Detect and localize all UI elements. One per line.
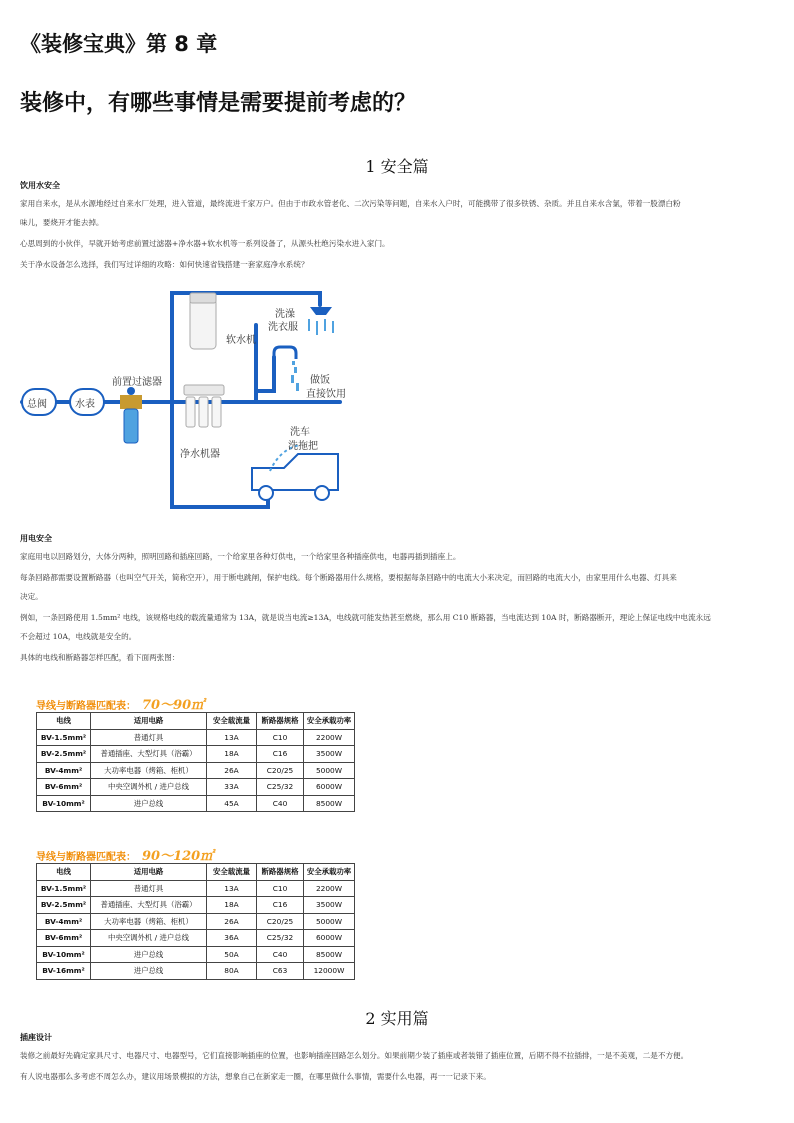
cell: 中央空调外机 / 进户总线 bbox=[91, 779, 207, 796]
table-row bbox=[37, 729, 355, 746]
header-cell: 适用电路 bbox=[91, 864, 207, 881]
wire-breaker-table-2 bbox=[36, 845, 354, 980]
cell: 进户总线 bbox=[91, 946, 207, 963]
socket-design-text bbox=[20, 1046, 776, 1086]
table-title: 导线与断路器匹配表： bbox=[36, 701, 136, 712]
purifier-label: 净水机器 bbox=[180, 449, 220, 460]
table-title: 导线与断路器匹配表： bbox=[36, 852, 136, 863]
paragraph: 家庭用电以回路划分，大体分两种，照明回路和插座回路，一个给家里各种灯供电，一个给家里各种插座供电，电器再插到插座上。 bbox=[20, 552, 461, 561]
paragraph: 关于净水设备怎么选择，我们写过详细的攻略：如何快速省钱搭建一套家庭净水系统？ bbox=[20, 260, 309, 269]
cell: BV-2.5mm² bbox=[37, 897, 91, 914]
cell: 3500W bbox=[304, 897, 355, 914]
cell: C40 bbox=[257, 946, 304, 963]
cell: 5000W bbox=[304, 762, 355, 779]
paragraph: 具体的电线和断路器怎样匹配，看下面两张图： bbox=[20, 653, 180, 662]
cell: BV-16mm² bbox=[37, 963, 91, 980]
softener-icon bbox=[190, 293, 216, 349]
spec-table bbox=[36, 863, 355, 980]
cell: 33A bbox=[207, 779, 257, 796]
faucet-label-2: 直接饮用 bbox=[306, 389, 346, 400]
cell: C40 bbox=[257, 795, 304, 812]
paragraph: 家用自来水，是从水源地经过自来水厂处理，进入管道，最终流进千家万户。但由于市政水管老化、二次污染等问题，自来水入户时，可能携带了很多铁锈、杂质。并且自来水含氯，带着一股漂白粉 bbox=[20, 199, 681, 208]
cell: C63 bbox=[257, 963, 304, 980]
shower-label-2: 洗衣服 bbox=[268, 322, 298, 333]
cell: 5000W bbox=[304, 913, 355, 930]
section-heading-practical: 2 实用篇 bbox=[365, 1009, 429, 1028]
header-cell: 断路器规格 bbox=[257, 713, 304, 730]
paragraph: 味儿，要烧开才能去掉。 bbox=[20, 218, 104, 227]
car-label-2: 洗拖把 bbox=[288, 441, 318, 452]
water-system-diagram bbox=[20, 285, 356, 513]
pre-filter-icon bbox=[120, 387, 142, 443]
table-header-row bbox=[37, 864, 355, 881]
cell: 12000W bbox=[304, 963, 355, 980]
cell: 26A bbox=[207, 762, 257, 779]
cell: 普通插座、大型灯具（浴霸） bbox=[91, 746, 207, 763]
paragraph: 每条回路都需要设置断路器（也叫空气开关，简称空开），用于断电跳闸，保护电线。每个断路器用什么规格，要根据每条回路中的电流大小来决定，而回路的电流大小，由家里用什么电器、灯具来 bbox=[20, 573, 677, 582]
header-cell: 适用电路 bbox=[91, 713, 207, 730]
water-purifier-icon bbox=[184, 385, 224, 427]
table-row bbox=[37, 913, 355, 930]
paragraph: 不会超过 10A，电线就是安全的。 bbox=[20, 632, 137, 641]
spec-table bbox=[36, 712, 355, 812]
table-row bbox=[37, 897, 355, 914]
table-row bbox=[37, 930, 355, 947]
header-cell: 安全载流量 bbox=[207, 713, 257, 730]
main-valve-label: 总阀 bbox=[27, 399, 47, 410]
cell: 进户总线 bbox=[91, 795, 207, 812]
page-question-title: 装修中，有哪些事情是需要提前考虑的？ bbox=[20, 91, 417, 116]
cell: 6000W bbox=[304, 779, 355, 796]
cell: C10 bbox=[257, 880, 304, 897]
cell: 50A bbox=[207, 946, 257, 963]
table-row bbox=[37, 779, 355, 796]
table-area: 90～120㎡ bbox=[142, 849, 214, 864]
cell: 大功率电器（烤箱、柜机） bbox=[91, 913, 207, 930]
water-safety-text bbox=[20, 194, 776, 274]
wire-breaker-table-1 bbox=[36, 694, 354, 812]
header-cell: 断路器规格 bbox=[257, 864, 304, 881]
softener-label: 软水机 bbox=[226, 335, 256, 346]
cell: 3500W bbox=[304, 746, 355, 763]
cell: BV-10mm² bbox=[37, 795, 91, 812]
header-cell: 电线 bbox=[37, 864, 91, 881]
cell: C25/32 bbox=[257, 779, 304, 796]
table-row bbox=[37, 946, 355, 963]
paragraph: 装修之前最好先确定家具尺寸、电器尺寸、电器型号，它们直接影响插座的位置，也影响插座回路怎么划分。如果前期少装了插座或者装错了插座位置，后期不得不拉插排，一是不美观，二是不方便。 bbox=[20, 1051, 689, 1060]
electric-safety-text bbox=[20, 547, 776, 667]
cell: 18A bbox=[207, 746, 257, 763]
faucet-label-1: 做饭 bbox=[310, 375, 330, 386]
paragraph: 例如，一条回路使用 1.5mm² 电线，该规格电线的载流量通常为 13A，就是说当电流≥13A，电线就可能发热甚至燃烧，那么用 C10 断路器，当电流达到 10A 时，断路器断开，理论上保证电线中电流永远 bbox=[20, 613, 711, 622]
paragraph: 心思周到的小伙伴，早就开始考虑前置过滤器+净水器+软水机等一系列设备了，从源头杜绝污染水进入家门。 bbox=[20, 239, 390, 248]
shower-label-1: 洗澡 bbox=[275, 309, 295, 320]
pre-filter-label: 前置过滤器 bbox=[112, 377, 162, 388]
cell: 45A bbox=[207, 795, 257, 812]
cell: 18A bbox=[207, 897, 257, 914]
header-cell: 安全承载功率 bbox=[304, 864, 355, 881]
cell: 13A bbox=[207, 729, 257, 746]
cell: C20/25 bbox=[257, 913, 304, 930]
cell: 普通灯具 bbox=[91, 880, 207, 897]
header-cell: 安全载流量 bbox=[207, 864, 257, 881]
shower-icon bbox=[308, 307, 334, 335]
section-heading-safety: 1 安全篇 bbox=[365, 157, 429, 176]
water-safety-subtitle: 饮用水安全 bbox=[20, 181, 60, 190]
table-row bbox=[37, 795, 355, 812]
cell: 6000W bbox=[304, 930, 355, 947]
cell: C16 bbox=[257, 897, 304, 914]
cell: 普通灯具 bbox=[91, 729, 207, 746]
cell: BV-4mm² bbox=[37, 913, 91, 930]
cell: BV-6mm² bbox=[37, 779, 91, 796]
cell: BV-6mm² bbox=[37, 930, 91, 947]
table-area: 70～90㎡ bbox=[142, 698, 205, 713]
table-row bbox=[37, 746, 355, 763]
cell: 80A bbox=[207, 963, 257, 980]
faucet-icon bbox=[274, 347, 299, 391]
cell: BV-1.5mm² bbox=[37, 729, 91, 746]
cell: 8500W bbox=[304, 795, 355, 812]
socket-design-subtitle: 插座设计 bbox=[20, 1033, 52, 1042]
cell: C20/25 bbox=[257, 762, 304, 779]
table-heading bbox=[36, 694, 354, 712]
cell: C10 bbox=[257, 729, 304, 746]
water-meter-label: 水表 bbox=[75, 399, 95, 410]
cell: 13A bbox=[207, 880, 257, 897]
table-heading bbox=[36, 845, 354, 863]
cell: 中央空调外机 / 进户总线 bbox=[91, 930, 207, 947]
paragraph: 有人说电器那么多考虑不周怎么办，建议用场景模拟的方法，想象自己在新家走一圈，在哪里做什么事情，需要什么电器，再一一记录下来。 bbox=[20, 1072, 491, 1081]
cell: 普通插座、大型灯具（浴霸） bbox=[91, 897, 207, 914]
cell: 36A bbox=[207, 930, 257, 947]
cell: 26A bbox=[207, 913, 257, 930]
car-icon bbox=[252, 445, 338, 500]
car-label-1: 洗车 bbox=[290, 427, 310, 438]
paragraph: 决定。 bbox=[20, 592, 43, 601]
table-row bbox=[37, 880, 355, 897]
electric-safety-subtitle: 用电安全 bbox=[20, 534, 52, 543]
cell: 8500W bbox=[304, 946, 355, 963]
cell: 进户总线 bbox=[91, 963, 207, 980]
cell: BV-4mm² bbox=[37, 762, 91, 779]
cell: BV-1.5mm² bbox=[37, 880, 91, 897]
book-title: 《装修宝典》第 8 章 bbox=[20, 32, 218, 56]
table-row bbox=[37, 963, 355, 980]
cell: C16 bbox=[257, 746, 304, 763]
cell: BV-2.5mm² bbox=[37, 746, 91, 763]
table-row bbox=[37, 762, 355, 779]
cell: C25/32 bbox=[257, 930, 304, 947]
table-header-row bbox=[37, 713, 355, 730]
cell: 2200W bbox=[304, 880, 355, 897]
cell: 2200W bbox=[304, 729, 355, 746]
cell: BV-10mm² bbox=[37, 946, 91, 963]
header-cell: 安全承载功率 bbox=[304, 713, 355, 730]
cell: 大功率电器（烤箱、柜机） bbox=[91, 762, 207, 779]
header-cell: 电线 bbox=[37, 713, 91, 730]
